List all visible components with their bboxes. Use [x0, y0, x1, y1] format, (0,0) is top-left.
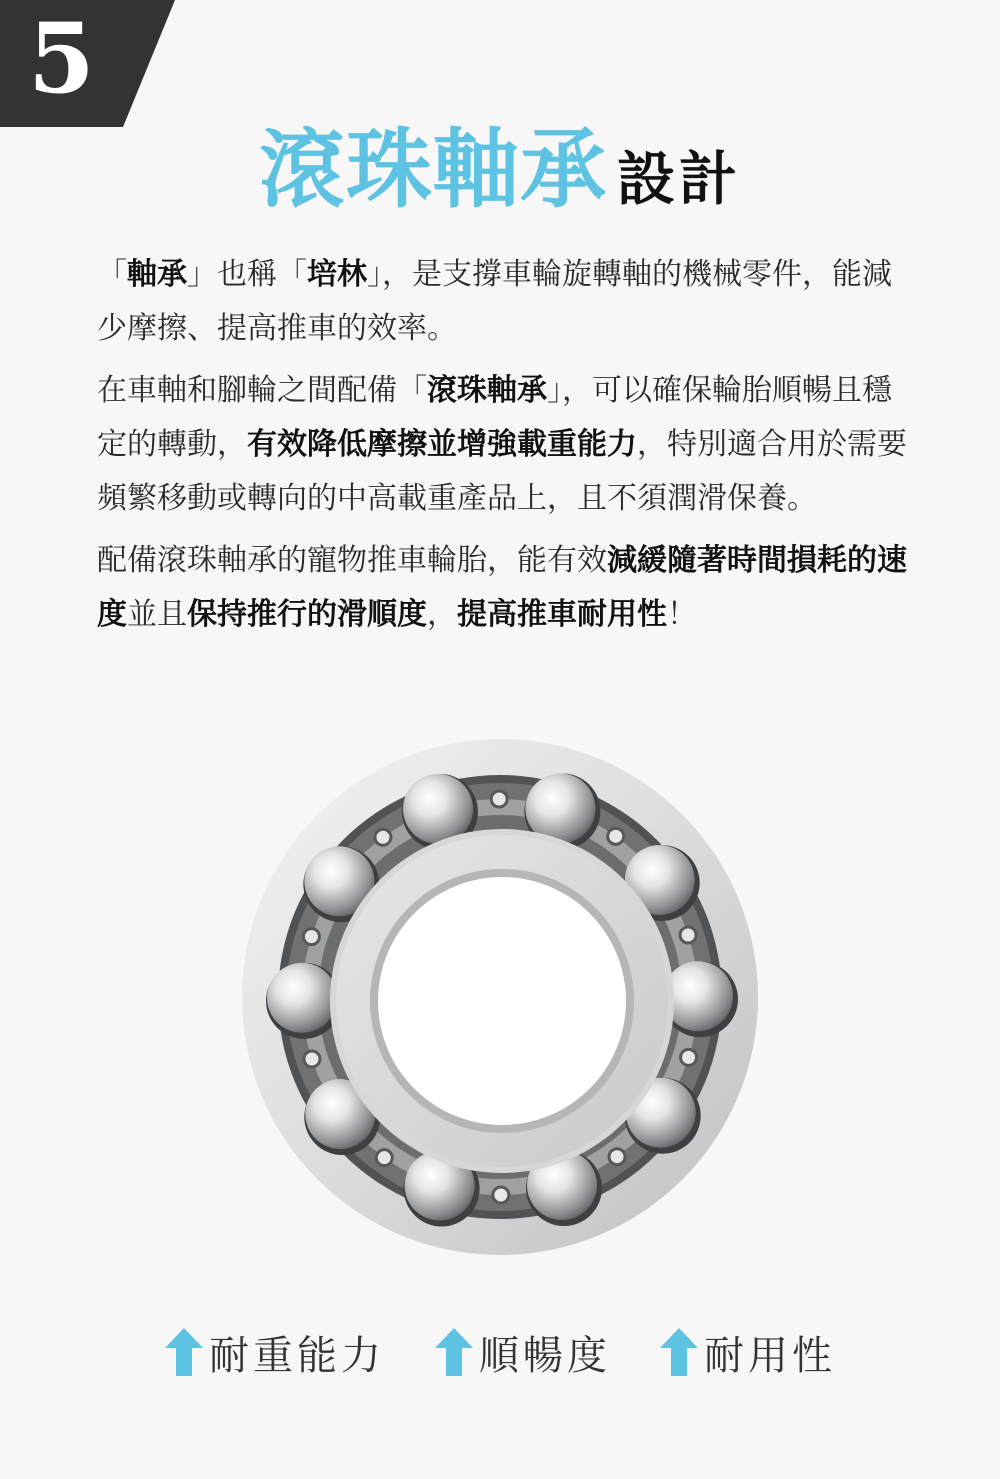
- bearing-ball: [403, 774, 473, 844]
- page-title: [0, 100, 1000, 224]
- feature-item-smoothness: [435, 1322, 611, 1382]
- paragraph-2: [97, 364, 912, 526]
- paragraph-text: 在車軸和腳輪之間配備「: [97, 373, 427, 408]
- emphasis-text: 軸承: [127, 257, 187, 292]
- feature-label: 順暢度: [479, 1332, 611, 1379]
- paragraph-text: 「: [97, 257, 127, 292]
- cage-rivet: [376, 1150, 392, 1166]
- paragraph-text: 」也稱「: [187, 257, 307, 292]
- emphasis-text: 保持推行的滑順度: [187, 597, 427, 632]
- ball-bearing-illustration: [240, 735, 760, 1255]
- cage-rivet: [493, 1187, 509, 1203]
- cage-rivet: [608, 828, 624, 844]
- up-arrow-icon: [165, 1328, 203, 1376]
- title-suffix: 設計: [616, 145, 741, 213]
- title-highlight: 滾珠軸承: [258, 120, 607, 220]
- bearing-bore: [378, 877, 626, 1125]
- up-arrow-icon: [660, 1328, 698, 1376]
- feature-label: 耐重能力: [209, 1332, 385, 1379]
- up-arrow-icon: [435, 1328, 473, 1376]
- paragraph-1: [97, 248, 912, 356]
- feature-item-durability: [660, 1322, 836, 1382]
- bearing-graphic: [240, 735, 760, 1255]
- paragraph-text: ，: [427, 597, 457, 632]
- paragraph-text: 並且: [127, 597, 187, 632]
- cage-rivet: [491, 791, 507, 807]
- feature-list: [0, 1322, 1000, 1382]
- cage-rivet: [609, 1149, 625, 1165]
- paragraph-text: 」，是支撐車輪旋轉軸的機械零件，能減少摩擦、提高推車的效率。: [97, 257, 892, 346]
- paragraph-text: 配備滾珠軸承的寵物推車輪胎，能有效: [97, 543, 607, 578]
- cage-rivet: [681, 1049, 697, 1065]
- emphasis-text: 有效降低摩擦並增強載重能力: [247, 427, 637, 462]
- cage-rivet: [304, 1051, 320, 1067]
- description-text: [97, 248, 912, 650]
- cage-rivet: [375, 829, 391, 845]
- feature-label: 耐用性: [704, 1332, 836, 1379]
- section-number: 5: [28, 2, 95, 115]
- cage-rivet: [303, 929, 319, 945]
- bearing-ball: [267, 963, 337, 1033]
- emphasis-text: 培林: [307, 257, 367, 292]
- paragraph-text: ！: [667, 597, 697, 632]
- feature-item-load-capacity: [165, 1322, 385, 1382]
- paragraph-text: ，特別適合用於需要頻繁移動或轉向的中高載重產品上，且不須潤滑保養。: [97, 427, 907, 516]
- paragraph-3: [97, 534, 912, 642]
- emphasis-text: 減緩隨著時間損耗的速度: [97, 543, 907, 632]
- cage-rivet: [680, 927, 696, 943]
- emphasis-text: 提高推車耐用性: [457, 597, 667, 632]
- paragraph-text: 」，可以確保輪胎順暢且穩定的轉動，: [97, 373, 892, 462]
- emphasis-text: 滾珠軸承: [427, 373, 547, 408]
